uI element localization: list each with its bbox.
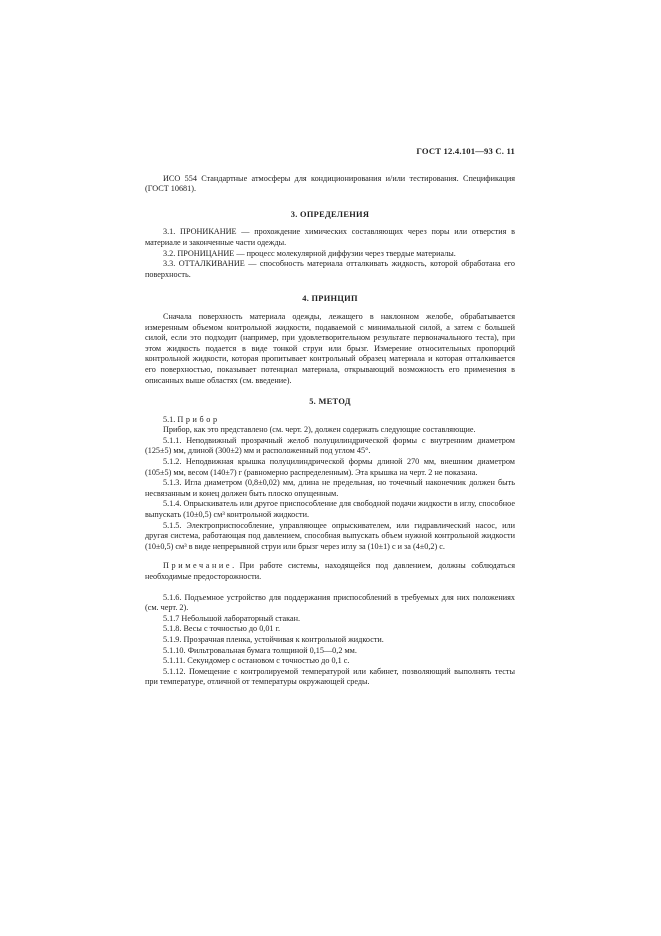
principle-paragraph: Сначала поверхность материала одежды, лежащего в наклонном желобе, обрабатывается измеренным объемом контрольной жидкости, подаваемой с минимальной силой, а затем с большей силой, если это подходит (например, при удовлетворительном результате первоначального теста), при этом жидкость подается в виде тонкой струи или брызг. Измерение относительных пропорций контрольной жидкости, которая пропитывает контрольный образец материала и которая отталкивается его поверхностью, показывает потенциал материала, открывающий возможность его применения в описанных выше областях (см. введение). bbox=[145, 311, 515, 385]
item-5-1-12: 5.1.12. Помещение с контролируемой температурой или кабинет, позволяющий выполнять тесты при температуре, отличной от температуры окружающей среды. bbox=[145, 666, 515, 687]
spacer bbox=[145, 583, 515, 593]
normative-reference: ИСО 554 Стандартные атмосферы для кондиционирования и/или тестирования. Спецификация (ГОСТ 10681). bbox=[145, 173, 515, 194]
apparatus-intro: Прибор, как это представлено (см. черт. 2), должен содержать следующие составляющие. bbox=[163, 425, 476, 435]
item-5-1-4: 5.1.4. Опрыскиватель или другое приспособление для свободной подачи жидкости в иглу, способное выпускать (10±0,5) см³ контрольной жидкости. bbox=[145, 499, 515, 520]
item-5-1-8: 5.1.8. Весы с точностью до 0,01 г. bbox=[163, 624, 281, 634]
item-5-1-1: 5.1.1. Неподвижный прозрачный желоб полуцилиндрической формы с внутренним диаметром (125±5) мм, длиной (300±2) мм и расположенный под углом 45°. bbox=[145, 435, 515, 456]
item-5-1-2: 5.1.2. Неподвижная крышка полуцилиндрической формы длиной 270 мм, внешним диаметром (105±5) мм, весом (140±7) г (равномерно распределенным). Эта крышка на черт. 2 не показана. bbox=[145, 457, 515, 477]
subheading-word: Прибор bbox=[177, 414, 220, 424]
item-5-1-9: 5.1.9. Прозрачная пленка, устойчивая к контрольной жидкости. bbox=[163, 634, 384, 644]
subheading-apparatus bbox=[145, 415, 515, 426]
item-5-1-6: 5.1.6. Подъемное устройство для поддержания приспособлений в требуемых для них положениях (см. черт. 2). bbox=[145, 592, 515, 613]
note-text: . При работе системы, находящейся под давлением, должны соблюдаться необходимые предосторожности. bbox=[145, 561, 515, 581]
note-label: Примечание bbox=[163, 561, 233, 571]
definition-3-1: 3.1. ПРОНИКАНИЕ — прохождение химических составляющих через поры или отверстия в материале и законченные части одежды. bbox=[145, 227, 515, 247]
item-5-1-3: 5.1.3. Игла диаметром (0,8±0,02) мм, длина не предельная, но точечный наконечник должен быть несвязанным и конец должен быть плоско опущенным. bbox=[145, 478, 515, 498]
item-5-1-11: 5.1.11. Секундомер с остановом с точностью до 0,1 с. bbox=[163, 656, 350, 666]
definition-3-2: 3.2. ПРОНИЦАНИЕ — процесс молекулярной диффузии через твердые материалы. bbox=[163, 248, 456, 258]
item-5-1-10: 5.1.10. Фильтровальная бумага толщиной 0,15—0,2 мм. bbox=[163, 645, 357, 655]
item-5-1-7: 5.1.7 Небольшой лабораторный стакан. bbox=[163, 613, 301, 623]
section-heading-definitions: 3. ОПРЕДЕЛЕНИЯ bbox=[290, 209, 370, 219]
spacer bbox=[145, 386, 515, 397]
section-heading-method: 5. МЕТОД bbox=[309, 397, 351, 407]
subheading-number: 5.1. bbox=[163, 414, 176, 424]
definition-3-3: 3.3. ОТТАЛКИВАНИЕ — способность материала отталкивать жидкость, которой обработана его поверхность. bbox=[145, 259, 515, 279]
item-5-1-5: 5.1.5. Электроприспособление, управляющее опрыскивателем, или гидравлический насос, или другая система, работающая под давлением, способная выпускать объем нужной контрольной жидкости (10±0,5) см³ в виде непрерывной струи или брызг через иглу за (10±1) с и за (4±0,2) с. bbox=[145, 520, 515, 551]
note-paragraph bbox=[145, 561, 515, 582]
section-heading-principle: 4. ПРИНЦИП bbox=[302, 294, 358, 304]
running-header: ГОСТ 12.4.101—93 С. 11 bbox=[416, 146, 515, 156]
spacer bbox=[145, 195, 515, 210]
document-page bbox=[145, 146, 515, 688]
spacer bbox=[145, 280, 515, 294]
